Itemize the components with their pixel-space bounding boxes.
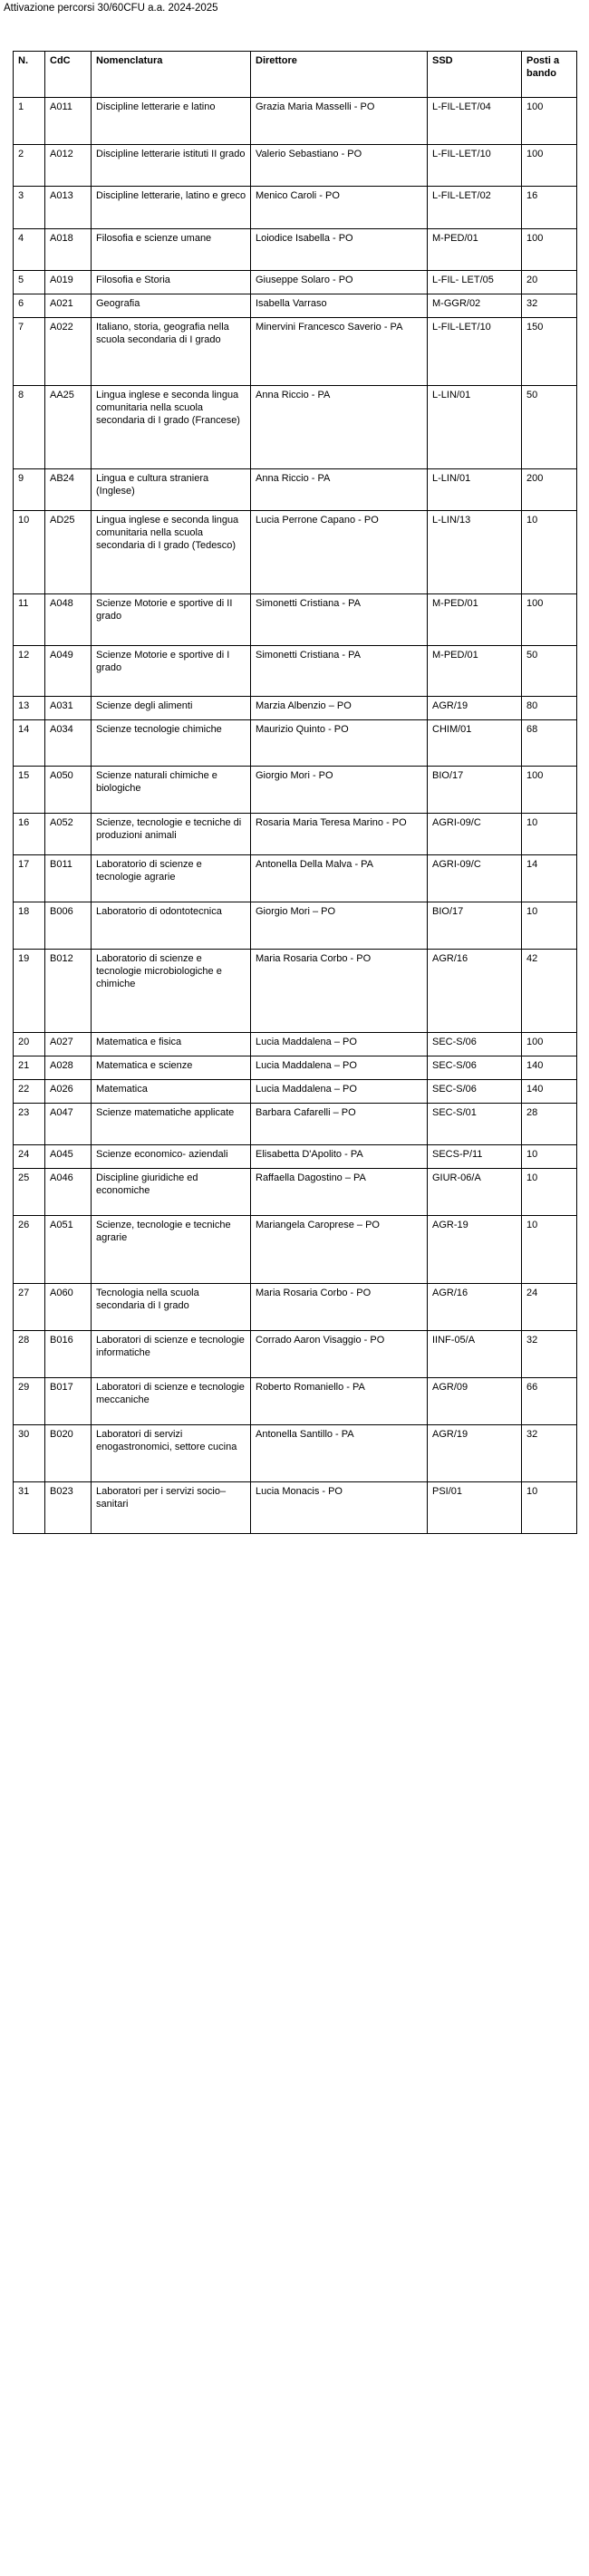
cell-ssd: SECS-P/11 [428, 1145, 522, 1169]
cell-direttore: Giuseppe Solaro - PO [251, 271, 428, 294]
cell-cdc: A050 [45, 767, 92, 814]
cell-posti: 100 [522, 229, 577, 271]
table-row [14, 902, 577, 950]
cell-direttore: Antonella Santillo - PA [251, 1425, 428, 1482]
cell-ssd: CHIM/01 [428, 720, 522, 767]
cell-ssd: AGR/19 [428, 697, 522, 720]
cell-n: 21 [14, 1056, 45, 1080]
table-row [14, 720, 577, 767]
cell-cdc: A031 [45, 697, 92, 720]
cell-nomenclatura: Scienze, tecnologie e tecniche agrarie [92, 1216, 251, 1284]
cell-ssd: GIUR-06/A [428, 1169, 522, 1216]
cell-direttore: Grazia Maria Masselli - PO [251, 98, 428, 145]
cell-cdc: B023 [45, 1482, 92, 1534]
cell-direttore: Marzia Albenzio – PO [251, 697, 428, 720]
cell-ssd: SEC-S/01 [428, 1104, 522, 1145]
cell-nomenclatura: Scienze tecnologie chimiche [92, 720, 251, 767]
cell-direttore: Mariangela Caroprese – PO [251, 1216, 428, 1284]
table-row [14, 1080, 577, 1104]
cell-nomenclatura: Laboratori di servizi enogastronomici, settore cucina [92, 1425, 251, 1482]
cell-cdc: B016 [45, 1331, 92, 1378]
cell-cdc: A011 [45, 98, 92, 145]
cell-ssd: L-FIL-LET/10 [428, 145, 522, 187]
table-row [14, 1216, 577, 1284]
cell-nomenclatura: Filosofia e scienze umane [92, 229, 251, 271]
cell-n: 14 [14, 720, 45, 767]
header-posti: Posti a bando [522, 52, 577, 98]
cell-n: 7 [14, 318, 45, 386]
cell-direttore: Lucia Monacis - PO [251, 1482, 428, 1534]
cell-n: 17 [14, 855, 45, 902]
table-row [14, 594, 577, 646]
cell-posti: 66 [522, 1378, 577, 1425]
cell-ssd: AGRI-09/C [428, 814, 522, 855]
cell-direttore: Isabella Varraso [251, 294, 428, 318]
cell-posti: 32 [522, 294, 577, 318]
cell-nomenclatura: Scienze Motorie e sportive di I grado [92, 646, 251, 697]
cell-nomenclatura: Lingua inglese e seconda lingua comunitaria nella scuola secondaria di I grado (Tedesco) [92, 511, 251, 594]
cell-n: 28 [14, 1331, 45, 1378]
cell-nomenclatura: Scienze naturali chimiche e biologiche [92, 767, 251, 814]
cell-ssd: IINF-05/A [428, 1331, 522, 1378]
cell-cdc: A052 [45, 814, 92, 855]
cell-n: 15 [14, 767, 45, 814]
table-row [14, 318, 577, 386]
cell-posti: 14 [522, 855, 577, 902]
cell-nomenclatura: Scienze, tecnologie e tecniche di produzioni animali [92, 814, 251, 855]
table-header-row [14, 52, 577, 98]
cell-nomenclatura: Scienze degli alimenti [92, 697, 251, 720]
cell-direttore: Elisabetta D'Apolito - PA [251, 1145, 428, 1169]
table-row [14, 697, 577, 720]
cell-posti: 32 [522, 1425, 577, 1482]
table-row [14, 386, 577, 469]
page-title: Attivazione percorsi 30/60CFU a.a. 2024-2025 [4, 3, 218, 14]
cell-n: 4 [14, 229, 45, 271]
cell-nomenclatura: Discipline letterarie, latino e greco [92, 187, 251, 229]
cell-n: 6 [14, 294, 45, 318]
cell-posti: 68 [522, 720, 577, 767]
cell-direttore: Loiodice Isabella - PO [251, 229, 428, 271]
table-row [14, 1378, 577, 1425]
table-row [14, 145, 577, 187]
cell-nomenclatura: Laboratori di scienze e tecnologie meccaniche [92, 1378, 251, 1425]
table-row [14, 1284, 577, 1331]
cell-direttore: Rosaria Maria Teresa Marino - PO [251, 814, 428, 855]
table-row [14, 294, 577, 318]
cell-ssd: SEC-S/06 [428, 1033, 522, 1056]
cell-n: 11 [14, 594, 45, 646]
cell-n: 16 [14, 814, 45, 855]
cell-direttore: Menico Caroli - PO [251, 187, 428, 229]
cell-cdc: AB24 [45, 469, 92, 511]
cell-cdc: B011 [45, 855, 92, 902]
cell-nomenclatura: Discipline letterarie istituti II grado [92, 145, 251, 187]
cell-ssd: L-FIL- LET/05 [428, 271, 522, 294]
cell-n: 10 [14, 511, 45, 594]
cell-nomenclatura: Lingua inglese e seconda lingua comunitaria nella scuola secondaria di I grado (Francese) [92, 386, 251, 469]
header-direttore: Direttore [251, 52, 428, 98]
header-cdc: CdC [45, 52, 92, 98]
cell-posti: 50 [522, 646, 577, 697]
cell-cdc: A028 [45, 1056, 92, 1080]
cell-cdc: A026 [45, 1080, 92, 1104]
header-ssd: SSD [428, 52, 522, 98]
cell-direttore: Roberto Romaniello - PA [251, 1378, 428, 1425]
cell-ssd: BIO/17 [428, 767, 522, 814]
cell-nomenclatura: Laboratori per i servizi socio–sanitari [92, 1482, 251, 1534]
cell-posti: 100 [522, 594, 577, 646]
cell-posti: 140 [522, 1056, 577, 1080]
cell-ssd: M-GGR/02 [428, 294, 522, 318]
cell-posti: 100 [522, 1033, 577, 1056]
cell-nomenclatura: Laboratori di scienze e tecnologie informatiche [92, 1331, 251, 1378]
cell-n: 23 [14, 1104, 45, 1145]
table-row [14, 646, 577, 697]
cell-n: 19 [14, 950, 45, 1033]
cell-ssd: L-LIN/01 [428, 386, 522, 469]
cell-posti: 24 [522, 1284, 577, 1331]
cell-cdc: A022 [45, 318, 92, 386]
cell-posti: 10 [522, 511, 577, 594]
table-row [14, 1104, 577, 1145]
cell-cdc: A027 [45, 1033, 92, 1056]
table-row [14, 1331, 577, 1378]
cell-n: 27 [14, 1284, 45, 1331]
cell-nomenclatura: Matematica [92, 1080, 251, 1104]
cell-n: 20 [14, 1033, 45, 1056]
header-n: N. [14, 52, 45, 98]
cell-posti: 140 [522, 1080, 577, 1104]
cell-nomenclatura: Lingua e cultura straniera (Inglese) [92, 469, 251, 511]
cell-ssd: L-FIL-LET/02 [428, 187, 522, 229]
cell-ssd: L-FIL-LET/04 [428, 98, 522, 145]
cell-nomenclatura: Geografia [92, 294, 251, 318]
table-row [14, 1145, 577, 1169]
cell-nomenclatura: Matematica e fisica [92, 1033, 251, 1056]
table-row [14, 511, 577, 594]
cell-nomenclatura: Discipline letterarie e latino [92, 98, 251, 145]
cell-ssd: M-PED/01 [428, 646, 522, 697]
table-row [14, 1425, 577, 1482]
cell-ssd: AGR/09 [428, 1378, 522, 1425]
cell-cdc: A048 [45, 594, 92, 646]
cell-nomenclatura: Scienze Motorie e sportive di II grado [92, 594, 251, 646]
cell-cdc: A047 [45, 1104, 92, 1145]
cell-direttore: Maria Rosaria Corbo - PO [251, 1284, 428, 1331]
cell-ssd: BIO/17 [428, 902, 522, 950]
cell-nomenclatura: Filosofia e Storia [92, 271, 251, 294]
cell-posti: 42 [522, 950, 577, 1033]
cell-ssd: PSI/01 [428, 1482, 522, 1534]
cell-n: 5 [14, 271, 45, 294]
cell-posti: 100 [522, 767, 577, 814]
cell-direttore: Corrado Aaron Visaggio - PO [251, 1331, 428, 1378]
table-row [14, 1056, 577, 1080]
cell-direttore: Giorgio Mori - PO [251, 767, 428, 814]
cell-nomenclatura: Italiano, storia, geografia nella scuola secondaria di I grado [92, 318, 251, 386]
cell-ssd: SEC-S/06 [428, 1056, 522, 1080]
cell-direttore: Maria Rosaria Corbo - PO [251, 950, 428, 1033]
cell-n: 29 [14, 1378, 45, 1425]
cell-cdc: A012 [45, 145, 92, 187]
cell-posti: 16 [522, 187, 577, 229]
cell-direttore: Simonetti Cristiana - PA [251, 594, 428, 646]
cell-ssd: M-PED/01 [428, 594, 522, 646]
cell-cdc: AA25 [45, 386, 92, 469]
cell-posti: 10 [522, 1482, 577, 1534]
cell-cdc: A051 [45, 1216, 92, 1284]
cell-cdc: A060 [45, 1284, 92, 1331]
cell-cdc: A045 [45, 1145, 92, 1169]
cell-direttore: Minervini Francesco Saverio - PA [251, 318, 428, 386]
cell-nomenclatura: Scienze economico- aziendali [92, 1145, 251, 1169]
cell-ssd: L-FIL-LET/10 [428, 318, 522, 386]
cell-posti: 100 [522, 98, 577, 145]
cell-direttore: Antonella Della Malva - PA [251, 855, 428, 902]
cell-cdc: B012 [45, 950, 92, 1033]
cell-ssd: AGR-19 [428, 1216, 522, 1284]
cell-direttore: Anna Riccio - PA [251, 386, 428, 469]
cell-cdc: A021 [45, 294, 92, 318]
cell-ssd: L-LIN/01 [428, 469, 522, 511]
cell-n: 25 [14, 1169, 45, 1216]
cell-cdc: A046 [45, 1169, 92, 1216]
cell-direttore: Lucia Maddalena – PO [251, 1033, 428, 1056]
cell-cdc: A049 [45, 646, 92, 697]
table-row [14, 1033, 577, 1056]
cell-posti: 150 [522, 318, 577, 386]
cell-n: 22 [14, 1080, 45, 1104]
cell-direttore: Barbara Cafarelli – PO [251, 1104, 428, 1145]
cell-nomenclatura: Laboratorio di odontotecnica [92, 902, 251, 950]
table-row [14, 98, 577, 145]
cell-n: 30 [14, 1425, 45, 1482]
cell-ssd: AGR/16 [428, 1284, 522, 1331]
cell-n: 3 [14, 187, 45, 229]
cell-posti: 200 [522, 469, 577, 511]
table-body [14, 98, 577, 1534]
cell-n: 12 [14, 646, 45, 697]
cell-direttore: Anna Riccio - PA [251, 469, 428, 511]
cell-n: 9 [14, 469, 45, 511]
cell-nomenclatura: Scienze matematiche applicate [92, 1104, 251, 1145]
cell-direttore: Giorgio Mori – PO [251, 902, 428, 950]
cell-n: 24 [14, 1145, 45, 1169]
cell-ssd: SEC-S/06 [428, 1080, 522, 1104]
cell-nomenclatura: Matematica e scienze [92, 1056, 251, 1080]
cell-direttore: Lucia Perrone Capano - PO [251, 511, 428, 594]
cell-direttore: Valerio Sebastiano - PO [251, 145, 428, 187]
cell-posti: 10 [522, 1216, 577, 1284]
cell-n: 2 [14, 145, 45, 187]
cell-posti: 100 [522, 145, 577, 187]
table-row [14, 469, 577, 511]
cell-direttore: Maurizio Quinto - PO [251, 720, 428, 767]
table-row [14, 271, 577, 294]
cell-nomenclatura: Discipline giuridiche ed economiche [92, 1169, 251, 1216]
cell-n: 13 [14, 697, 45, 720]
cell-cdc: A018 [45, 229, 92, 271]
cell-posti: 50 [522, 386, 577, 469]
cell-nomenclatura: Tecnologia nella scuola secondaria di I grado [92, 1284, 251, 1331]
cell-cdc: AD25 [45, 511, 92, 594]
table-row [14, 814, 577, 855]
cell-ssd: AGR/19 [428, 1425, 522, 1482]
cell-nomenclatura: Laboratorio di scienze e tecnologie agrarie [92, 855, 251, 902]
cell-cdc: B020 [45, 1425, 92, 1482]
table-row [14, 229, 577, 271]
cell-posti: 80 [522, 697, 577, 720]
table-row [14, 950, 577, 1033]
cell-cdc: A034 [45, 720, 92, 767]
cell-direttore: Lucia Maddalena – PO [251, 1080, 428, 1104]
header-nomenclatura: Nomenclatura [92, 52, 251, 98]
cell-posti: 10 [522, 902, 577, 950]
cell-posti: 10 [522, 1169, 577, 1216]
cell-cdc: A019 [45, 271, 92, 294]
cell-n: 8 [14, 386, 45, 469]
cell-posti: 10 [522, 814, 577, 855]
table-row [14, 187, 577, 229]
cell-posti: 20 [522, 271, 577, 294]
cell-nomenclatura: Laboratorio di scienze e tecnologie microbiologiche e chimiche [92, 950, 251, 1033]
cell-ssd: M-PED/01 [428, 229, 522, 271]
cell-posti: 28 [522, 1104, 577, 1145]
cell-direttore: Simonetti Cristiana - PA [251, 646, 428, 697]
cell-direttore: Raffaella Dagostino – PA [251, 1169, 428, 1216]
table-row [14, 767, 577, 814]
cell-direttore: Lucia Maddalena – PO [251, 1056, 428, 1080]
cell-n: 18 [14, 902, 45, 950]
table-row [14, 1169, 577, 1216]
cell-posti: 32 [522, 1331, 577, 1378]
table-row [14, 1482, 577, 1534]
cell-n: 31 [14, 1482, 45, 1534]
cell-ssd: L-LIN/13 [428, 511, 522, 594]
cell-cdc: B017 [45, 1378, 92, 1425]
table-row [14, 855, 577, 902]
cell-posti: 10 [522, 1145, 577, 1169]
cell-cdc: A013 [45, 187, 92, 229]
cell-n: 1 [14, 98, 45, 145]
cell-ssd: AGR/16 [428, 950, 522, 1033]
cell-n: 26 [14, 1216, 45, 1284]
cell-ssd: AGRI-09/C [428, 855, 522, 902]
activation-table [13, 51, 577, 1534]
cell-cdc: B006 [45, 902, 92, 950]
